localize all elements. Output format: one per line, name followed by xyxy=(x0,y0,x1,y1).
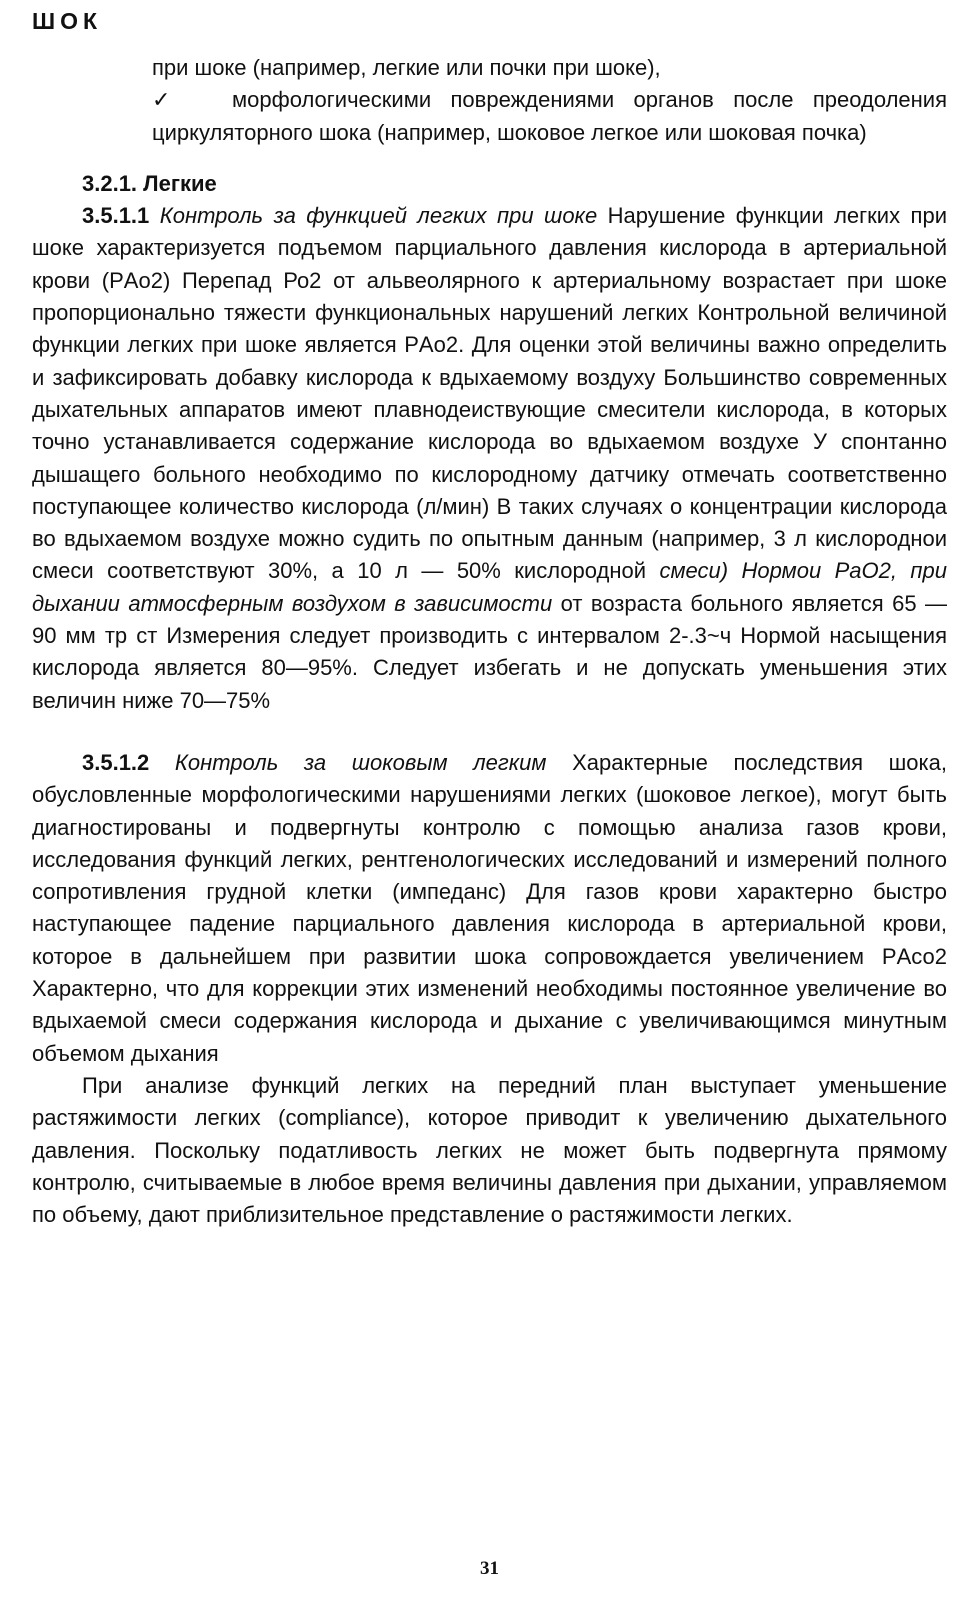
check-item-text: морфологическими повреждениями органов после преодоления циркуляторного шока (например, шоковое легкое или шоковая почка) xyxy=(152,87,947,145)
page-body xyxy=(32,52,947,1231)
section-heading: 3.2.1. Легкие xyxy=(82,170,217,196)
subsection-1-paragraph xyxy=(32,200,947,717)
subsection-1-number: 3.5.1.1 xyxy=(82,203,150,229)
compliance-paragraph: При анализе функций легких на передний план выступает уменьшение растяжимости легких (compliance), которое приводит к увеличению дыхательного давления. Поскольку податливость легких не может быть подвергнута прямому контролю, считываемые в любое время величины давления при дыхании, управляемом по объему, дают приблизительное представление о растяжимости легких. xyxy=(32,1072,947,1228)
subsection-1-title: Контроль за функцией легких при шоке xyxy=(159,203,598,229)
intro-check-item xyxy=(32,84,947,149)
intro-line: при шоке (например, легкие или почки при шоке), xyxy=(152,55,661,80)
subsection-2-title: Контроль за шоковым легким xyxy=(174,749,547,775)
subsection-1-body-italic: смеси) Нормои PaO2, при дыхании атмосферным воздухом в зависимости xyxy=(32,558,947,616)
running-head-title: ШОК xyxy=(32,8,103,34)
subsection-1-body-tail: от возраста больного является 65 — 90 мм тр ст Измерения следует производить с интервалом 2-.3~ч Нормой насыщения кислорода является 80—95%. Следует избегать и не допускать уменьшения этих величин ниже 70—75% xyxy=(32,590,947,713)
check-mark-icon: ✓ xyxy=(152,87,171,113)
subsection-2-number: 3.5.1.2 xyxy=(82,749,150,775)
subsection-2-body: Характерные последствия шока, обусловленные морфологическими нарушениями легких (шоковое легкое), могут быть диагностированы и подвергнуты контролю с помощью анализа газов крови, исследования функций легких, рентгенологических исследований и измерений полного сопротивления грудной клетки (импеданс) Для газов крови характерно быстро наступающее падение парциального давления кислорода в артериальной крови, которое в дальнейшем при развитии шока сопровождается увеличением PАсо2 Характерно, что для коррекции этих изменений необходимы постоянное увеличение во вдыхаемой смеси содержания кислорода и дыхание с увеличивающимся минутным объемом дыхания xyxy=(32,749,947,1066)
page-number: 31 xyxy=(480,1558,499,1579)
subsection-1-body: Нарушение функции легких при шоке характеризуется подъемом парциального давления кислорода в артериальной крови (PАо2) Перепад Ро2 от альвеолярного к артериальному возрастает при шоке пропорционально тяжести функциональных нарушений легких Контрольной величиной функции легких при шоке является PАо2. Для оценки этой величины важно определить и зафиксировать добавку кислорода к вдыхаемому воздуху Большинство современных дыхательных аппаратов имеют плавнодеиствующие смесители кислорода, в которых точно устанавливается содержание кислорода во вдыхаемом воздухе У спонтанно дышащего больного необходимо по кислородному датчику отмечать соответственно поступающее количество кислорода (л/мин) В таких случаях о концентрации кислорода во вдыхаемом воздухе можно судить по опытным данным (например, 3 л кислороднои смеси соответствуют 30%, а 10 л — 50% кислородной xyxy=(32,203,947,584)
subsection-2-paragraph xyxy=(32,747,947,1070)
